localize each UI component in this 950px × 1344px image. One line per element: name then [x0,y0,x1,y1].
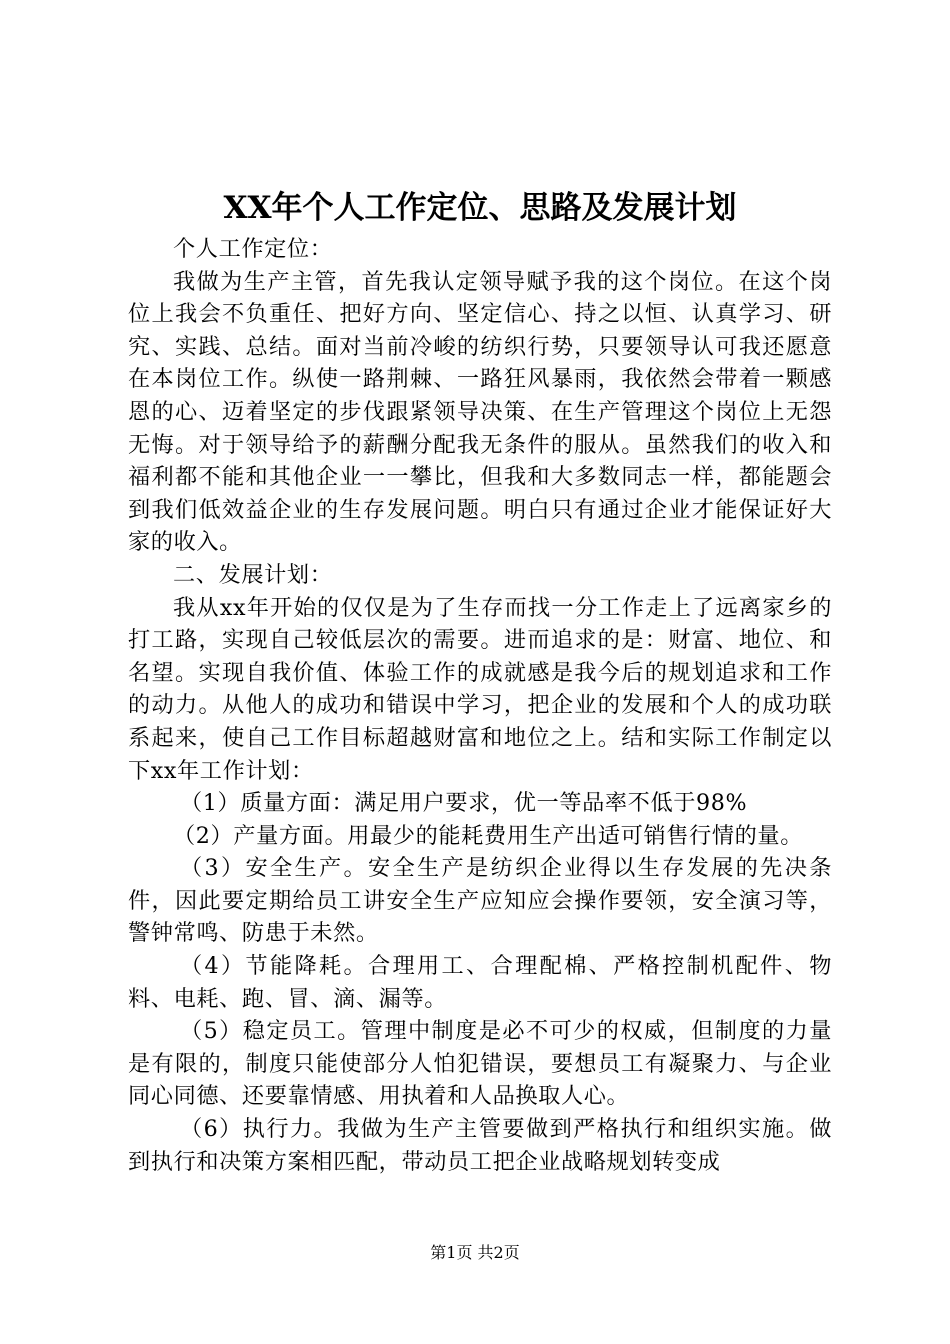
document-body [128,233,832,1178]
section-heading-positioning: 个人工作定位： [173,236,333,262]
plan-item-staff: （5）稳定员工。管理中制度是必不可少的权威，但制度的力量是有限的，制度只能使部分人怕犯错误，要想员工有凝聚力、与企业同心同德、还要靠情感、用执着和人品换取人心。 [128,1018,832,1110]
body-paragraph: 我做为生产主管，首先我认定领导赋予我的这个岗位。在这个岗位上我会不负重任、把好方向、坚定信心、持之以恒、认真学习、研究、实践、总结。面对当前冷峻的纺织行势，只要领导认可我还愿意在本岗位工作。纵使一路荆棘、一路狂风暴雨，我依然会带着一颗感恩的心、迈着坚定的步伐跟紧领导决策、在生产管理这个岗位上无怨无悔。对于领导给予的薪酬分配我无条件的服从。虽然我们的收入和福利都不能和其他企业一一攀比，但我和大多数同志一样，都能题会到我们低效益企业的生存发展问题。明白只有通过企业才能保证好大家的收入。 [128,268,832,556]
body-paragraph: 我从xx年开始的仅仅是为了生存而找一分工作走上了远离家乡的打工路，实现自己较低层次的需要。进而追求的是：财富、地位、和名望。实现自我价值、体验工作的成就感是我今后的规划追求和工作的动力。从他人的成功和错误中学习，把企业的发展和个人的成功联系起来，使自己工作目标超越财富和地位之上。结和实际工作制定以下xx年工作计划： [128,594,832,784]
section-heading-development-plan: 二、发展计划： [173,561,333,588]
plan-item-energy: （4）节能降耗。合理用工、合理配棉、严格控制机配件、物料、电耗、跑、冒、滴、漏等。 [128,953,832,1012]
plan-item-output: （2）产量方面。用最少的能耗费用生产出适可销售行情的量。 [173,822,803,849]
plan-item-execution: （6）执行力。我做为生产主管要做到严格执行和组织实施。做到执行和决策方案相匹配，带动员工把企业战略规划转变成 [128,1116,832,1175]
page-number: 第1页 共2页 [430,1243,520,1262]
plan-item-quality: （1）质量方面：满足用户要求，优一等品率不低于98% [180,790,748,817]
plan-item-safety: （3）安全生产。安全生产是纺织企业得以生存发展的先决条件，因此要定期给员工讲安全生产应知应会操作要领，安全演习等，警钟常鸣、防患于未然。 [128,855,832,947]
document-title: XX年个人工作定位、思路及发展计划 [223,190,737,226]
